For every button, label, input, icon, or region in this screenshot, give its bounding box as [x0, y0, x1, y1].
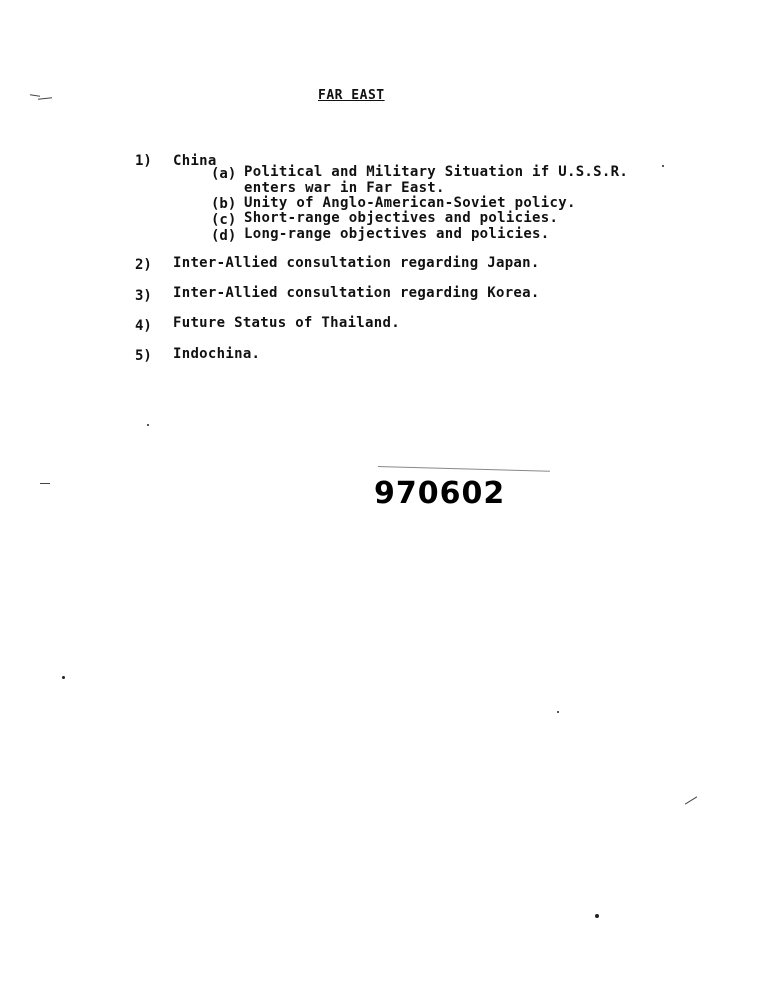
scan-speck [557, 711, 559, 713]
item-number: 3) [135, 288, 152, 304]
scan-speck [595, 914, 599, 918]
scan-speck [662, 165, 664, 167]
pen-stroke-line [378, 466, 550, 472]
item-number: 2) [135, 257, 152, 273]
subitem-text: Unity of Anglo-American-Soviet policy. [244, 195, 576, 211]
item-text: Future Status of Thailand. [173, 315, 400, 331]
subitem-letter: (a) [211, 166, 237, 182]
item-number: 1) [135, 153, 152, 169]
scan-mark [30, 94, 40, 96]
item-number: 5) [135, 348, 152, 364]
scan-speck [62, 676, 65, 679]
scan-mark [40, 483, 50, 484]
subitem-text: Short-range objectives and policies. [244, 210, 559, 226]
item-text: China [173, 153, 217, 169]
subitem-text-continued: enters war in Far East. [244, 180, 445, 196]
subitem-letter: (c) [211, 212, 237, 228]
subitem-letter: (b) [211, 196, 237, 212]
item-text: Inter-Allied consultation regarding Japan. [173, 255, 540, 271]
subitem-text: Long-range objectives and policies. [244, 226, 550, 242]
scan-mark [685, 796, 697, 804]
item-text: Inter-Allied consultation regarding Korea. [173, 285, 540, 301]
scan-mark [38, 97, 52, 99]
item-number: 4) [135, 318, 152, 334]
subitem-text: Political and Military Situation if U.S.S.R. [244, 164, 629, 180]
scan-speck [147, 424, 149, 426]
subitem-letter: (d) [211, 228, 237, 244]
item-text: Indochina. [173, 346, 261, 362]
handwritten-number: 970602 [374, 476, 506, 511]
document-title: FAR EAST [318, 88, 385, 103]
